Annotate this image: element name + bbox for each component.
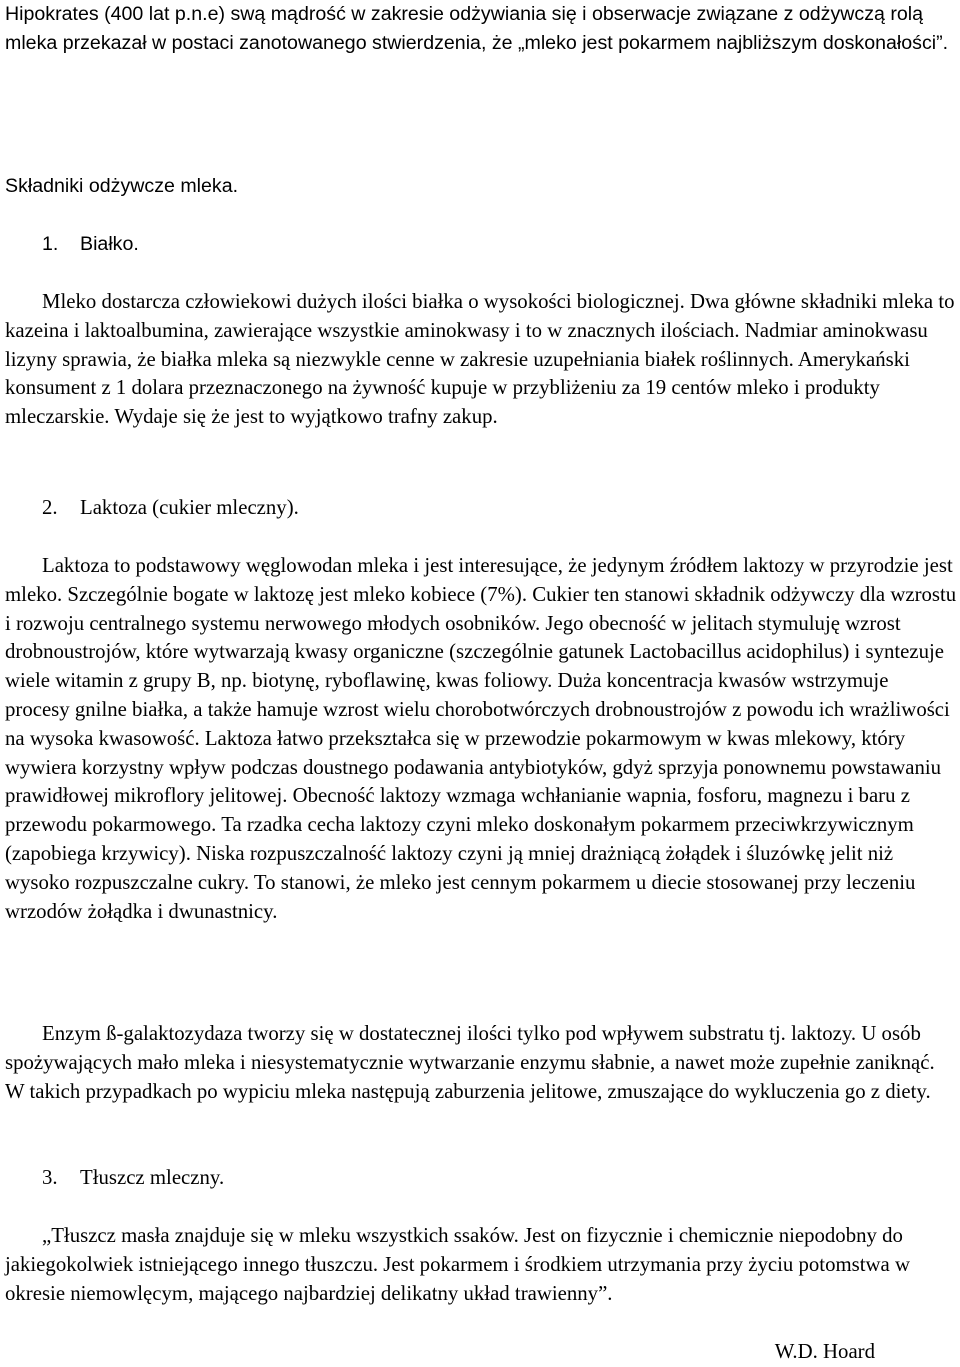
- section-1-paragraph: Mleko dostarcza człowiekowi dużych ilości białka o wysokości biologicznej. Dwa główne składniki mleka to kazeina i laktoalbumina, zawierające wszystkie aminokwasy i to w znacznych ilościach. Nadmiar aminokwasu lizyny sprawia, że białka mleka są niezwykle cenne w zakresie uzupełniania białek roślinnych. Amerykański konsument z 1 dolara przeznaczonego na żywność kupuje w przybliżeniu za 19 centów mleko i produkty mleczarskie. Wydaje się że jest to wyjątkowo trafny zakup.: [5, 290, 955, 429]
- section-2-number: 2.: [42, 496, 58, 519]
- section-1-title: Białko.: [80, 233, 139, 255]
- signature: W.D. Hoard: [774, 1340, 875, 1363]
- section-3-number: 3.: [42, 1166, 58, 1189]
- section-2-paragraph-2: Enzym ß-galaktozydaza tworzy się w dostatecznej ilości tylko pod wpływem substratu tj. laktozy. U osób spożywających mało mleka i niesystematycznie wytwarzanie enzymu słabnie, a nawet może zupełnie zaniknąć. W takich przypadkach po wypiciu mleka następują zaburzenia jelitowe, zmuszające do wykluczenia go z diety.: [5, 1022, 935, 1103]
- section-title: Składniki odżywcze mleka.: [5, 175, 239, 197]
- section-3-quote: „Tłuszcz masła znajduje się w mleku wszystkich ssaków. Jest on fizycznie i chemicznie niepodobny do jakiegokolwiek istniejącego innego tłuszczu. Jest pokarmem i środkiem utrzymania przy życiu potomstwa w okresie niemowlęcym, mającego najbardziej delikatny układ trawienny”.: [5, 1224, 910, 1305]
- intro-paragraph: Hipokrates (400 lat p.n.e) swą mądrość w zakresie odżywiania się i obserwacje związane z odżywczą rolą mleka przekazał w postaci zanotowanego stwierdzenia, że „mleko jest pokarmem najbliższym doskonałości”.: [5, 3, 949, 54]
- section-1-heading: [42, 230, 139, 259]
- section-2-paragraph: Laktoza to podstawowy węglowodan mleka i jest interesujące, że jedynym źródłem laktozy w przyrodzie jest mleko. Szczególnie bogate w laktozę jest mleko kobiece (7%). Cukier ten stanowi składnik odżywczy dla wzrostu i rozwoju centralnego systemu nerwowego młodych osobników. Jego obecność w jelitach stymuluję wzrost drobnoustrojów, które wytwarzają kwasy organiczne (szczególnie gatunek Lactobacillus acidophilus) i syntezuje wiele witamin z grupy B, np. biotynę, ryboflawinę, kwas foliowy. Duża koncentracja kwasów wstrzymuje procesy gnilne białka, a także hamuje wzrost wielu chorobotwórczych drobnoustrojów z powodu ich wrażliwości na wysoka kwasowość. Laktoza łatwo przekształca się w przewodzie pokarmowym w kwas mlekowy, który wywiera korzystny wpływ podczas doustnego podawania antybiotyków, gdyż sprzyja ponownemu powstawaniu prawidłowej mikroflory jelitowej. Obecność laktozy wzmaga wchłanianie wapnia, fosforu, magnezu i baru z przewodu pokarmowego. Ta rzadka cecha laktozy czyni mleko doskonałym pokarmem przeciwkrzywicznym (zapobiega krzywicy). Niska rozpuszczalność laktozy czyni ją mniej drażniącą żołądek i śluzówkę jelit niż wysoko rozpuszczalne cukry. To stanowi, że mleko jest cennym pokarmem u diecie stosowanej przy leczeniu wrzodów żołądka i dwunastnicy.: [5, 554, 957, 923]
- section-2-heading: [42, 494, 299, 523]
- section-1-number: 1.: [42, 233, 59, 255]
- section-2-title: Laktoza (cukier mleczny).: [80, 496, 299, 519]
- section-3-heading: [42, 1164, 224, 1193]
- section-3-title: Tłuszcz mleczny.: [80, 1166, 225, 1189]
